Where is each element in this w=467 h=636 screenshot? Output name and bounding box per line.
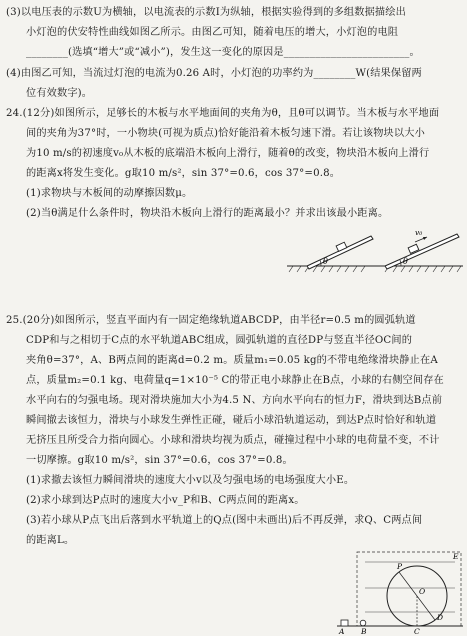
q24-line-2: 间的夹角为37°时，一小物块(可视为质点)恰好能沿着木板匀速下滑。若让该物块以大小 (26, 128, 425, 139)
q25-line-10: (2)求小球到达P点时的速度大小v_P和B、C两点间的距离x。 (26, 495, 305, 506)
q25-line-9: (1)求撤去该恒力瞬间滑块的速度大小v以及匀强电场的电场强度大小E。 (26, 475, 355, 486)
q23-line-5: 位有效数字)。 (26, 88, 93, 99)
q25-line-3: 夹角θ=37°，A、B两点间的距离d=0.2 m。质量m₁=0.05 kg的不带电绝缘滑块静止在A (26, 355, 438, 366)
q25-label-A: A (339, 627, 345, 634)
q24-theta-label-2: θ (403, 257, 408, 266)
q25-label-C: C (414, 627, 420, 634)
q25-line-8: 一切摩擦。g取10 m/s²，sin 37°=0.6，cos 37°=0.8。 (26, 455, 293, 466)
q25-line-4: 点，质量m₂=0.1 kg、电荷量q=1×10⁻⁵ C的带正电小球静止在B点，小球的右侧空间存在 (26, 375, 444, 386)
q23-line-3: ________(选填“增大”或“减小”)，发生这一变化的原因是________________________。 (26, 47, 420, 58)
q25-line-1: 25.(20分)如图所示，竖直平面内有一固定绝缘轨道ABCDP，由半径r=0.5 m的圆弧轨道 (6, 315, 416, 326)
q23-line-4: (4)由图乙可知，当流过灯泡的电流为0.26 A时，小灯泡的功率约为________W(结果保留两 (6, 68, 422, 79)
q25-line-6: 瞬间撤去该恒力，滑块与小球发生弹性正碰，碰后小球沿轨道运动，到达P点时恰好和轨道 (26, 415, 437, 426)
q24-line-1: 24.(12分)如图所示，足够长的木板与水平地面间的夹角为θ，且θ可以调节。当木板与水平地面 (6, 108, 440, 119)
q24-line-3: 为10 m/s的初速度v₀从木板的底端沿木板向上滑行，随着θ的改变，物块沿木板向上滑行 (26, 148, 430, 159)
q24-figure (285, 220, 465, 276)
q25-line-2: CDP和与之相切于C点的水平轨道ABC组成，圆弧轨道的直径DP与竖直半径OC间的 (26, 335, 413, 346)
q23-line-2: 小灯泡的伏安特性曲线如图乙所示。由图乙可知，随着电压的增大，小灯泡的电阻 (26, 27, 399, 38)
q25-label-E: E (453, 552, 459, 561)
q25-line-11: (3)若小球从P点飞出后落到水平轨道上的Q点(图中未画出)后不再反弹，求Q、C两点间 (26, 515, 423, 526)
q24-v0-label: v₀ (415, 228, 423, 237)
q24-line-6: (2)当θ满足什么条件时，物块沿木板向上滑行的距离最小？并求出该最小距离。 (26, 208, 389, 219)
q25-label-D: D (437, 613, 444, 622)
q24-line-5: (1)求物块与木板间的动摩擦因数μ。 (26, 188, 193, 199)
q25-label-B: B (361, 627, 367, 634)
q25-label-P: P (397, 562, 403, 571)
q25-line-12: 的距离L。 (26, 535, 75, 546)
q25-label-O: O (419, 587, 426, 596)
q25-line-7: 无挤压且所受合力指向圆心。小球和滑块均视为质点，碰撞过程中小球的电荷量不变，不计 (26, 435, 440, 446)
q25-line-5: 水平向右的匀强电场。现对滑块施加大小为4.5 N、方向水平向右的恒力F，滑块到达B点前 (26, 395, 443, 406)
q24-line-4: 的距离x将发生变化。g取10 m/s²，sin 37°=0.6，cos 37°=0.8。 (26, 168, 341, 179)
q23-line-1: (3)以电压表的示数U为横轴，以电流表的示数I为纵轴，根据实验得到的多组数据描绘出 (6, 7, 406, 18)
q24-theta-label-1: θ (323, 257, 328, 266)
q25-figure (335, 548, 465, 634)
